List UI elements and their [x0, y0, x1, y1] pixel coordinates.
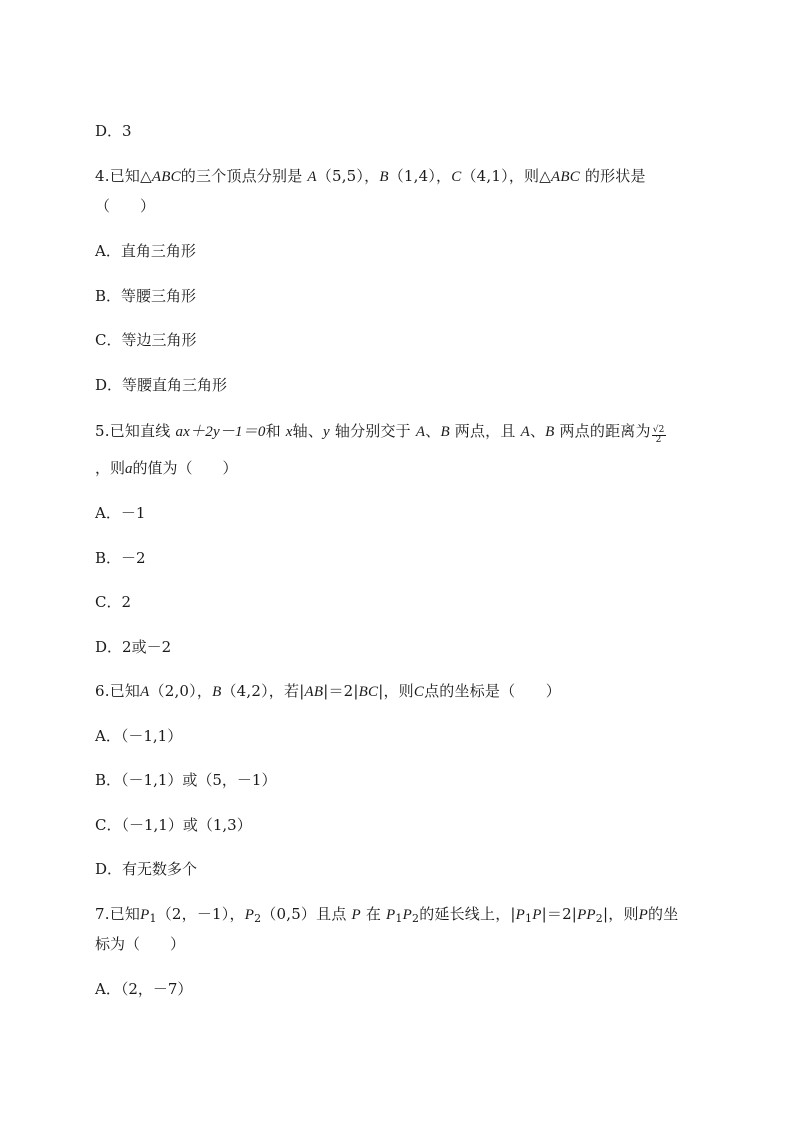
q5-option-d: D．2或－2	[95, 638, 172, 656]
option-d-q3: D．3	[95, 122, 132, 140]
question-6-stem: 6.已知A（2,0），B（4,2），若|AB|＝2|BC|，则C点的坐标是（ ）	[95, 682, 561, 700]
q6-option-c: C．（－1,1）或（1,3）	[95, 816, 252, 834]
q5-option-a: A．－1	[95, 504, 146, 522]
q7-option-a: A．（2，－7）	[95, 980, 193, 998]
q4-option-c: C．等边三角形	[95, 331, 197, 349]
fraction-sqrt2-over-2: $\frac{√2}{2}$	[652, 425, 665, 445]
question-4-stem: 4.已知△ABC的三个顶点分别是 A（5,5），B（1,4），C（4,1），则△ABC 的形状是	[95, 167, 646, 185]
q6-option-b: B．（－1,1）或（5，－1）	[95, 771, 277, 789]
q6-option-a: A．（－1,1）	[95, 727, 183, 745]
question-5-stem: 5.已知直线 ax＋2y－1＝0和 x轴、y 轴分别交于 A、B 两点，且 A、B 两点的距离为 $\frac{√2}{2}$	[95, 422, 665, 445]
q6-option-d: D．有无数多个	[95, 860, 198, 878]
question-5-line2: ，则a的值为（ ）	[95, 459, 238, 477]
question-7-line2: 标为（ ）	[95, 935, 186, 953]
q4-option-d: D．等腰直角三角形	[95, 376, 228, 394]
q4-option-a: A．直角三角形	[95, 242, 196, 260]
q5-option-c: C．2	[95, 593, 132, 611]
question-4-blank: （ ）	[95, 197, 156, 215]
q5-option-b: B．－2	[95, 549, 146, 567]
q4-option-b: B．等腰三角形	[95, 287, 197, 305]
question-7-stem: 7.已知$P_1(2$，－1），$P_2(0,5)$且点 P 在 $P_1P_2$的延长线上，$|P_1P|=2|PP_2|$，则P的坐	[95, 905, 679, 925]
